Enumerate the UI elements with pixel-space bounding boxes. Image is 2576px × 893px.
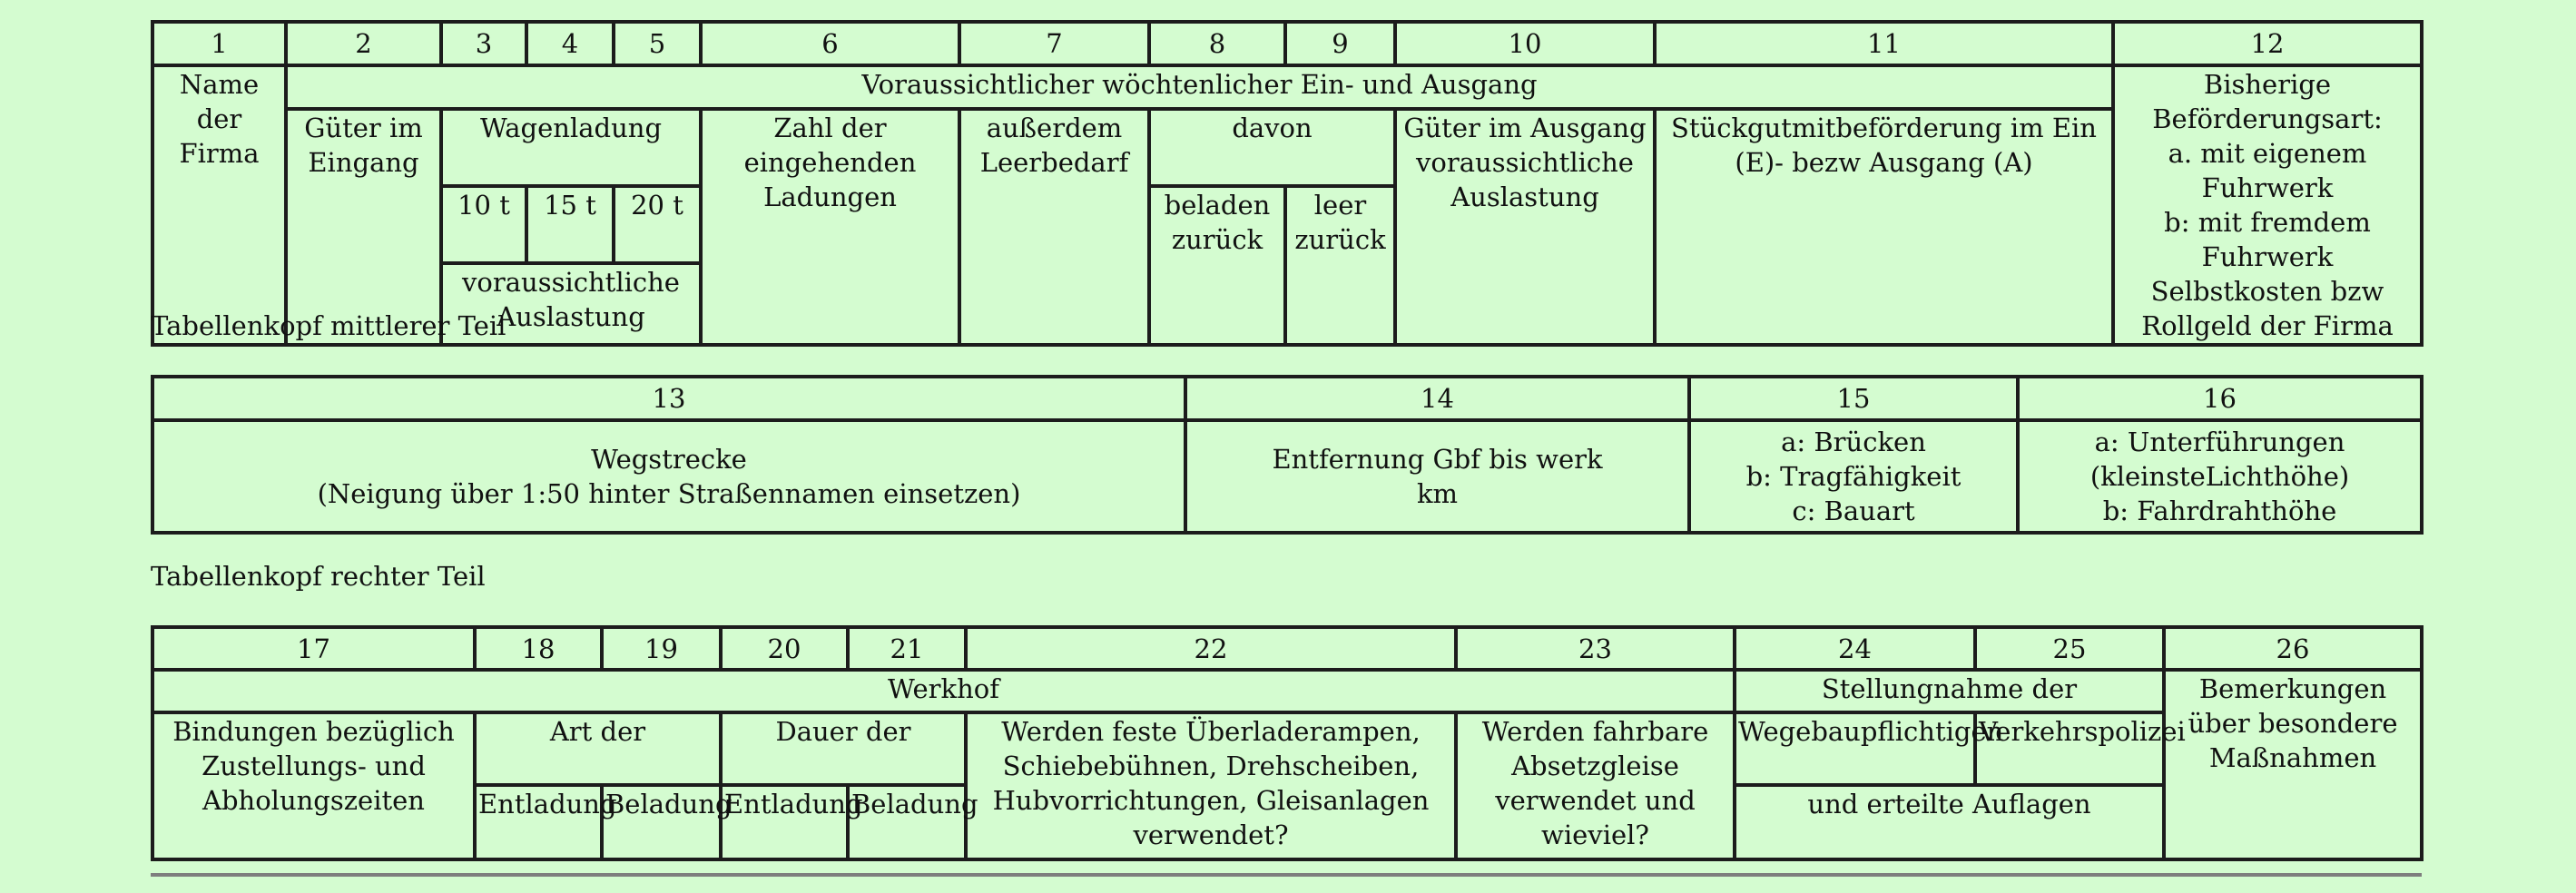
column-number: 26 bbox=[2164, 627, 2422, 670]
of-which-header: davon bbox=[1149, 109, 1395, 186]
firm-name-header: Name der Firma bbox=[152, 65, 286, 345]
underpasses-header: a: Unterführungen (kleinsteLichthöhe) b: Fahrdrahthöhe bbox=[2018, 420, 2422, 533]
wagon-20t-header: 20 t bbox=[614, 186, 701, 263]
column-number: 15 bbox=[1689, 377, 2018, 420]
type-unloading-header: Entladung bbox=[475, 785, 602, 859]
incoming-loads-header: Zahl der eingehenden Ladungen bbox=[701, 109, 959, 345]
type-of-header: Art der bbox=[475, 712, 721, 785]
column-number: 24 bbox=[1735, 627, 1975, 670]
column-number: 25 bbox=[1975, 627, 2164, 670]
bottom-rule bbox=[151, 873, 2422, 877]
column-number: 3 bbox=[441, 22, 526, 65]
table-middle-header bbox=[151, 375, 2424, 535]
column-number: 6 bbox=[701, 22, 959, 65]
column-number: 11 bbox=[1655, 22, 2113, 65]
caption-middle-part: Tabellenkopf mittlerer Teil bbox=[151, 310, 506, 341]
column-number: 2 bbox=[286, 22, 441, 65]
column-number: 18 bbox=[475, 627, 602, 670]
transport-mode-header: Bisherige Beförderungsart: a. mit eigenem Fuhrwerk b: mit fremdem Fuhrwerk Selbstkosten bzw Rollgeld der Firma bbox=[2113, 65, 2422, 345]
column-number: 8 bbox=[1149, 22, 1285, 65]
column-number: 4 bbox=[526, 22, 614, 65]
distance-header: Entfernung Gbf bis werk km bbox=[1185, 420, 1689, 533]
column-number: 21 bbox=[848, 627, 966, 670]
column-number: 9 bbox=[1285, 22, 1395, 65]
goods-out-header: Güter im Ausgang voraussichtliche Auslastung bbox=[1395, 109, 1655, 345]
piece-goods-header: Stückgutmitbeförderung im Ein (E)- bezw Ausgang (A) bbox=[1655, 109, 2113, 345]
type-loading-header: Beladung bbox=[602, 785, 721, 859]
tracks-header: Werden fahrbare Absetzgleise verwendet und wieviel? bbox=[1456, 712, 1735, 859]
column-number: 5 bbox=[614, 22, 701, 65]
road-authority-header: Wegebaupflichtigen bbox=[1735, 712, 1975, 785]
column-number: 13 bbox=[152, 377, 1185, 420]
column-number: 10 bbox=[1395, 22, 1655, 65]
empty-demand-header: außerdem Leerbedarf bbox=[959, 109, 1149, 345]
duration-of-header: Dauer der bbox=[721, 712, 966, 785]
weekly-in-out-header: Voraussichtlicher wöchtenlicher Ein- und Ausgang bbox=[286, 65, 2113, 109]
column-number: 1 bbox=[152, 22, 286, 65]
conditions-header: und erteilte Auflagen bbox=[1735, 785, 2164, 859]
column-number: 23 bbox=[1456, 627, 1735, 670]
ramps-header: Werden feste Überladerampen, Schiebebühnen, Drehscheiben, Hubvorrichtungen, Gleisanlagen verwendet? bbox=[966, 712, 1456, 859]
duration-loading-header: Beladung bbox=[848, 785, 966, 859]
column-number: 14 bbox=[1185, 377, 1689, 420]
expected-load-header: voraussichtliche Auslastung bbox=[441, 263, 701, 345]
table-right-header bbox=[151, 625, 2424, 861]
traffic-police-header: Verkehrspolizei bbox=[1975, 712, 2164, 785]
werkhof-header: Werkhof bbox=[152, 670, 1735, 712]
column-number: 17 bbox=[152, 627, 475, 670]
bindings-header: Bindungen bezüglich Zustellungs- und Abholungszeiten bbox=[152, 712, 475, 859]
column-number: 22 bbox=[966, 627, 1456, 670]
column-number: 7 bbox=[959, 22, 1149, 65]
goods-in-header: Güter im Eingang bbox=[286, 109, 441, 345]
column-number: 19 bbox=[602, 627, 721, 670]
wagon-10t-header: 10 t bbox=[441, 186, 526, 263]
caption-right-part: Tabellenkopf rechter Teil bbox=[151, 561, 486, 592]
statement-header: Stellungnahme der bbox=[1735, 670, 2164, 712]
wagonload-header: Wagenladung bbox=[441, 109, 701, 186]
empty-back-header: leer zurück bbox=[1285, 186, 1395, 345]
loaded-back-header: beladen zurück bbox=[1149, 186, 1285, 345]
remarks-header: Bemerkungen über besondere Maßnahmen bbox=[2164, 670, 2422, 859]
column-number: 16 bbox=[2018, 377, 2422, 420]
table-left-header bbox=[151, 20, 2424, 347]
wagon-15t-header: 15 t bbox=[526, 186, 614, 263]
duration-unloading-header: Entladung bbox=[721, 785, 848, 859]
bridges-header: a: Brücken b: Tragfähigkeit c: Bauart bbox=[1689, 420, 2018, 533]
column-number: 20 bbox=[721, 627, 848, 670]
route-header: Wegstrecke (Neigung über 1:50 hinter Straßennamen einsetzen) bbox=[152, 420, 1185, 533]
column-number: 12 bbox=[2113, 22, 2422, 65]
